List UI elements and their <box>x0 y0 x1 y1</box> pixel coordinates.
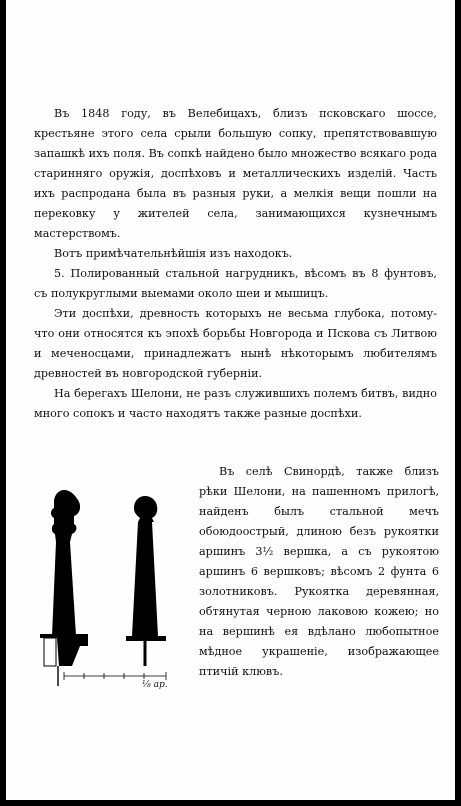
paragraph-3: 5. Полированный стальной нагрудникъ, вѣсомъ въ 8 фунтовъ, съ полукруглыми выемами около шеи и мышицъ. <box>34 267 437 300</box>
paragraph-4: Эти доспѣхи, древность которыхъ не весьма глубока, потому-что они относятся къ эпохѣ борьбы Новгорода и Пскова съ Литвою и меченосцами, принадлежатъ нынѣ нѣкоторымъ любителямъ древностей въ новгородской губерніи. <box>34 307 437 380</box>
side-text <box>199 462 439 682</box>
hilt-left <box>40 490 88 686</box>
bottom-border <box>0 800 461 806</box>
left-border <box>0 0 6 806</box>
right-border <box>455 0 461 806</box>
paragraph-2: Вотъ примѣчательнѣйшія изъ находокъ. <box>54 247 293 260</box>
main-text <box>34 104 437 424</box>
hilt-right <box>126 496 166 666</box>
figure-caption: ⅛ ар. <box>142 680 168 690</box>
paragraph-5: На берегахъ Шелони, не разъ служившихъ полемъ битвъ, видно много сопокъ и часто находятъ также разные доспѣхи. <box>34 387 437 420</box>
sword-hilts-illustration <box>30 486 200 696</box>
scale-bar <box>64 672 166 680</box>
paragraph-1: Въ 1848 году, въ Велебицахъ, близъ псковскаго шоссе, крестьяне этого села срыли большую сопку, препятствовавшую запашкѣ ихъ поля. Въ сопкѣ найдено было множество всякаго рода старинняго оружія, доспѣховъ и металлическихъ изделій. Часть ихъ распродана была въ разныя руки, а мелкія вещи пошли на перековку у жителей села, занимающихся кузнечнымъ мастерствомъ. <box>34 107 437 240</box>
side-paragraph: Въ селѣ Свинордѣ, также близъ рѣки Шелони, на пашенномъ прилогѣ, найденъ былъ стальной мечъ обоюдоострый, длиною безъ рукоятки аршинъ 3½ вершка, а съ рукоятою аршинъ 6 вершковъ; вѣсомъ 2 фунта 6 золотниковъ. Рукоятка деревянная, обтянутая черною лаковою кожею; но на вершинѣ ея вдѣлано любопытное мѣдное украшеніе, изображающее птичій клювъ. <box>199 465 439 678</box>
